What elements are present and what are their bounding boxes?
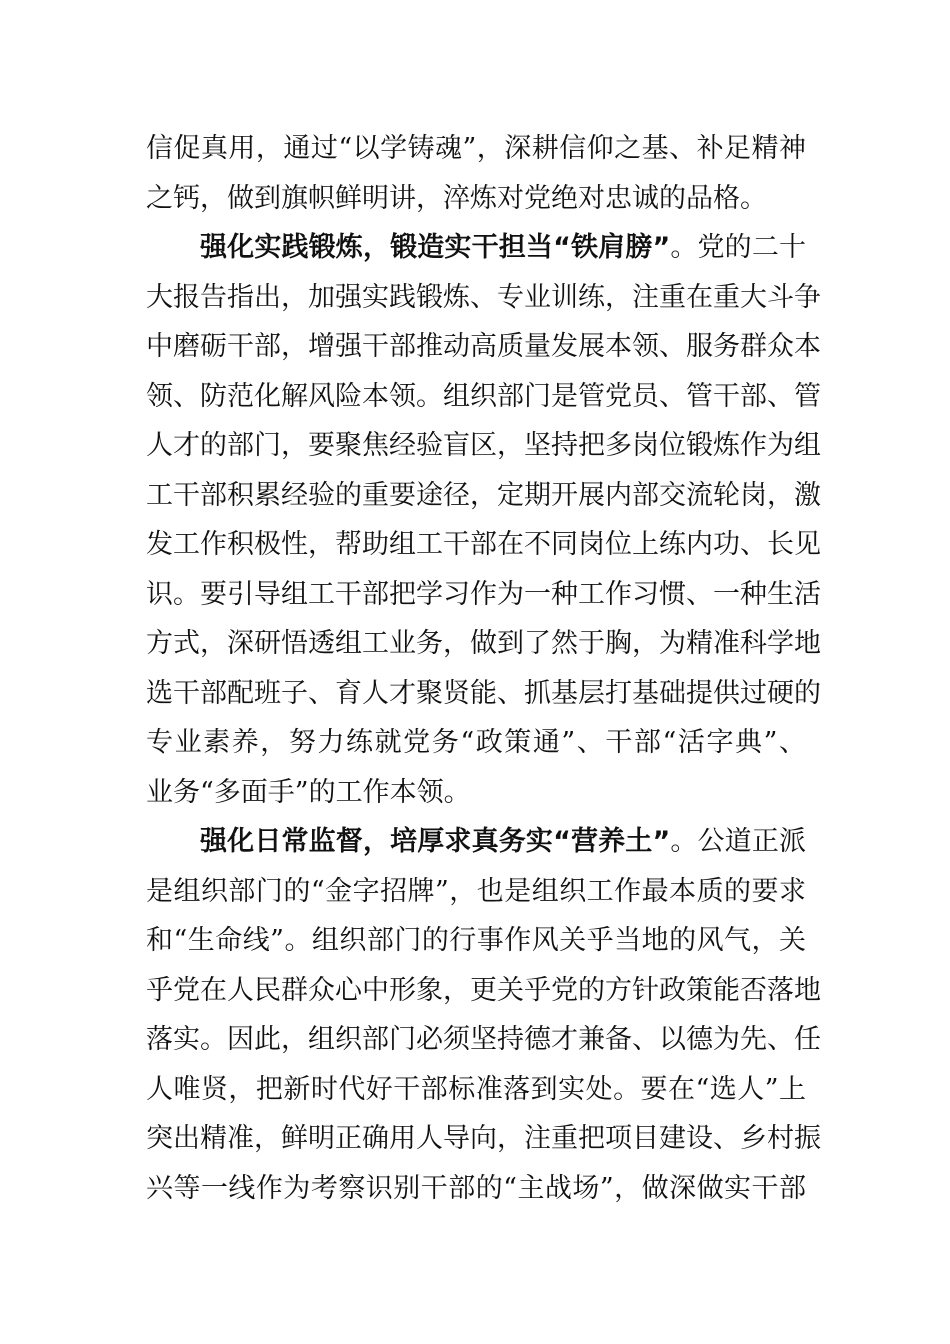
text-run: 。党的二十 [670,232,806,263]
text-run: 。公道正派 [670,826,806,857]
text-line: 识。要引导组工干部把学习作为一种工作习惯、一种生活 [146,578,821,610]
paragraph-heading: 强化日常监督，培厚求真务实“营养土” [200,826,671,857]
paragraph [146,223,821,817]
text-line [146,817,806,867]
text-line: 信促真用，通过“以学铸魂”，深耕信仰之基、补足精神 [146,133,806,164]
text-line: 兴等一线作为考察识别干部的“主战场”，做深做实干部 [146,1172,806,1204]
paragraph [146,124,806,223]
text-line: 工干部积累经验的重要途径，定期开展内部交流轮岗，激 [146,479,821,511]
text-line: 人唯贤，把新时代好干部标准落到实处。要在“选人”上 [146,1073,806,1105]
text-line: 选干部配班子、育人才聚贤能、抓基层打基础提供过硬的 [146,677,821,709]
text-line: 之钙，做到旗帜鲜明讲，淬炼对党绝对忠诚的品格。 [146,182,767,214]
text-line: 大报告指出，加强实践锻炼、专业训练，注重在重大斗争 [146,281,821,313]
text-line: 人才的部门，要聚焦经验盲区，坚持把多岗位锻炼作为组 [146,430,821,461]
text-line: 中磨砺干部，增强干部推动高质量发展本领、服务群众本 [146,331,821,362]
text-line: 领、防范化解风险本领。组织部门是管党员、管干部、管 [146,380,821,412]
text-line: 是组织部门的“金字招牌”，也是组织工作最本质的要求 [146,875,806,907]
text-line: 专业素养，努力练就党务“政策通”、干部“活字典”、 [146,727,806,758]
document-page [146,124,821,1213]
paragraph [146,817,821,1213]
paragraph-heading: 强化实践锻炼，锻造实干担当“铁肩膀” [200,232,671,263]
text-line: 突出精准，鲜明正确用人导向，注重把项目建设、乡村振 [146,1123,821,1154]
text-line: 和“生命线”。组织部门的行事作风关乎当地的风气，关 [146,925,806,956]
text-line: 落实。因此，组织部门必须坚持德才兼备、以德为先、任 [146,1024,821,1055]
text-line: 业务“多面手”的工作本领。 [146,776,471,808]
text-line [146,223,806,273]
text-line: 发工作积极性，帮助组工干部在不同岗位上练内功、长见 [146,529,821,560]
text-line: 乎党在人民群众心中形象，更关乎党的方针政策能否落地 [146,974,821,1006]
text-line: 方式，深研悟透组工业务，做到了然于胸，为精准科学地 [146,628,821,659]
